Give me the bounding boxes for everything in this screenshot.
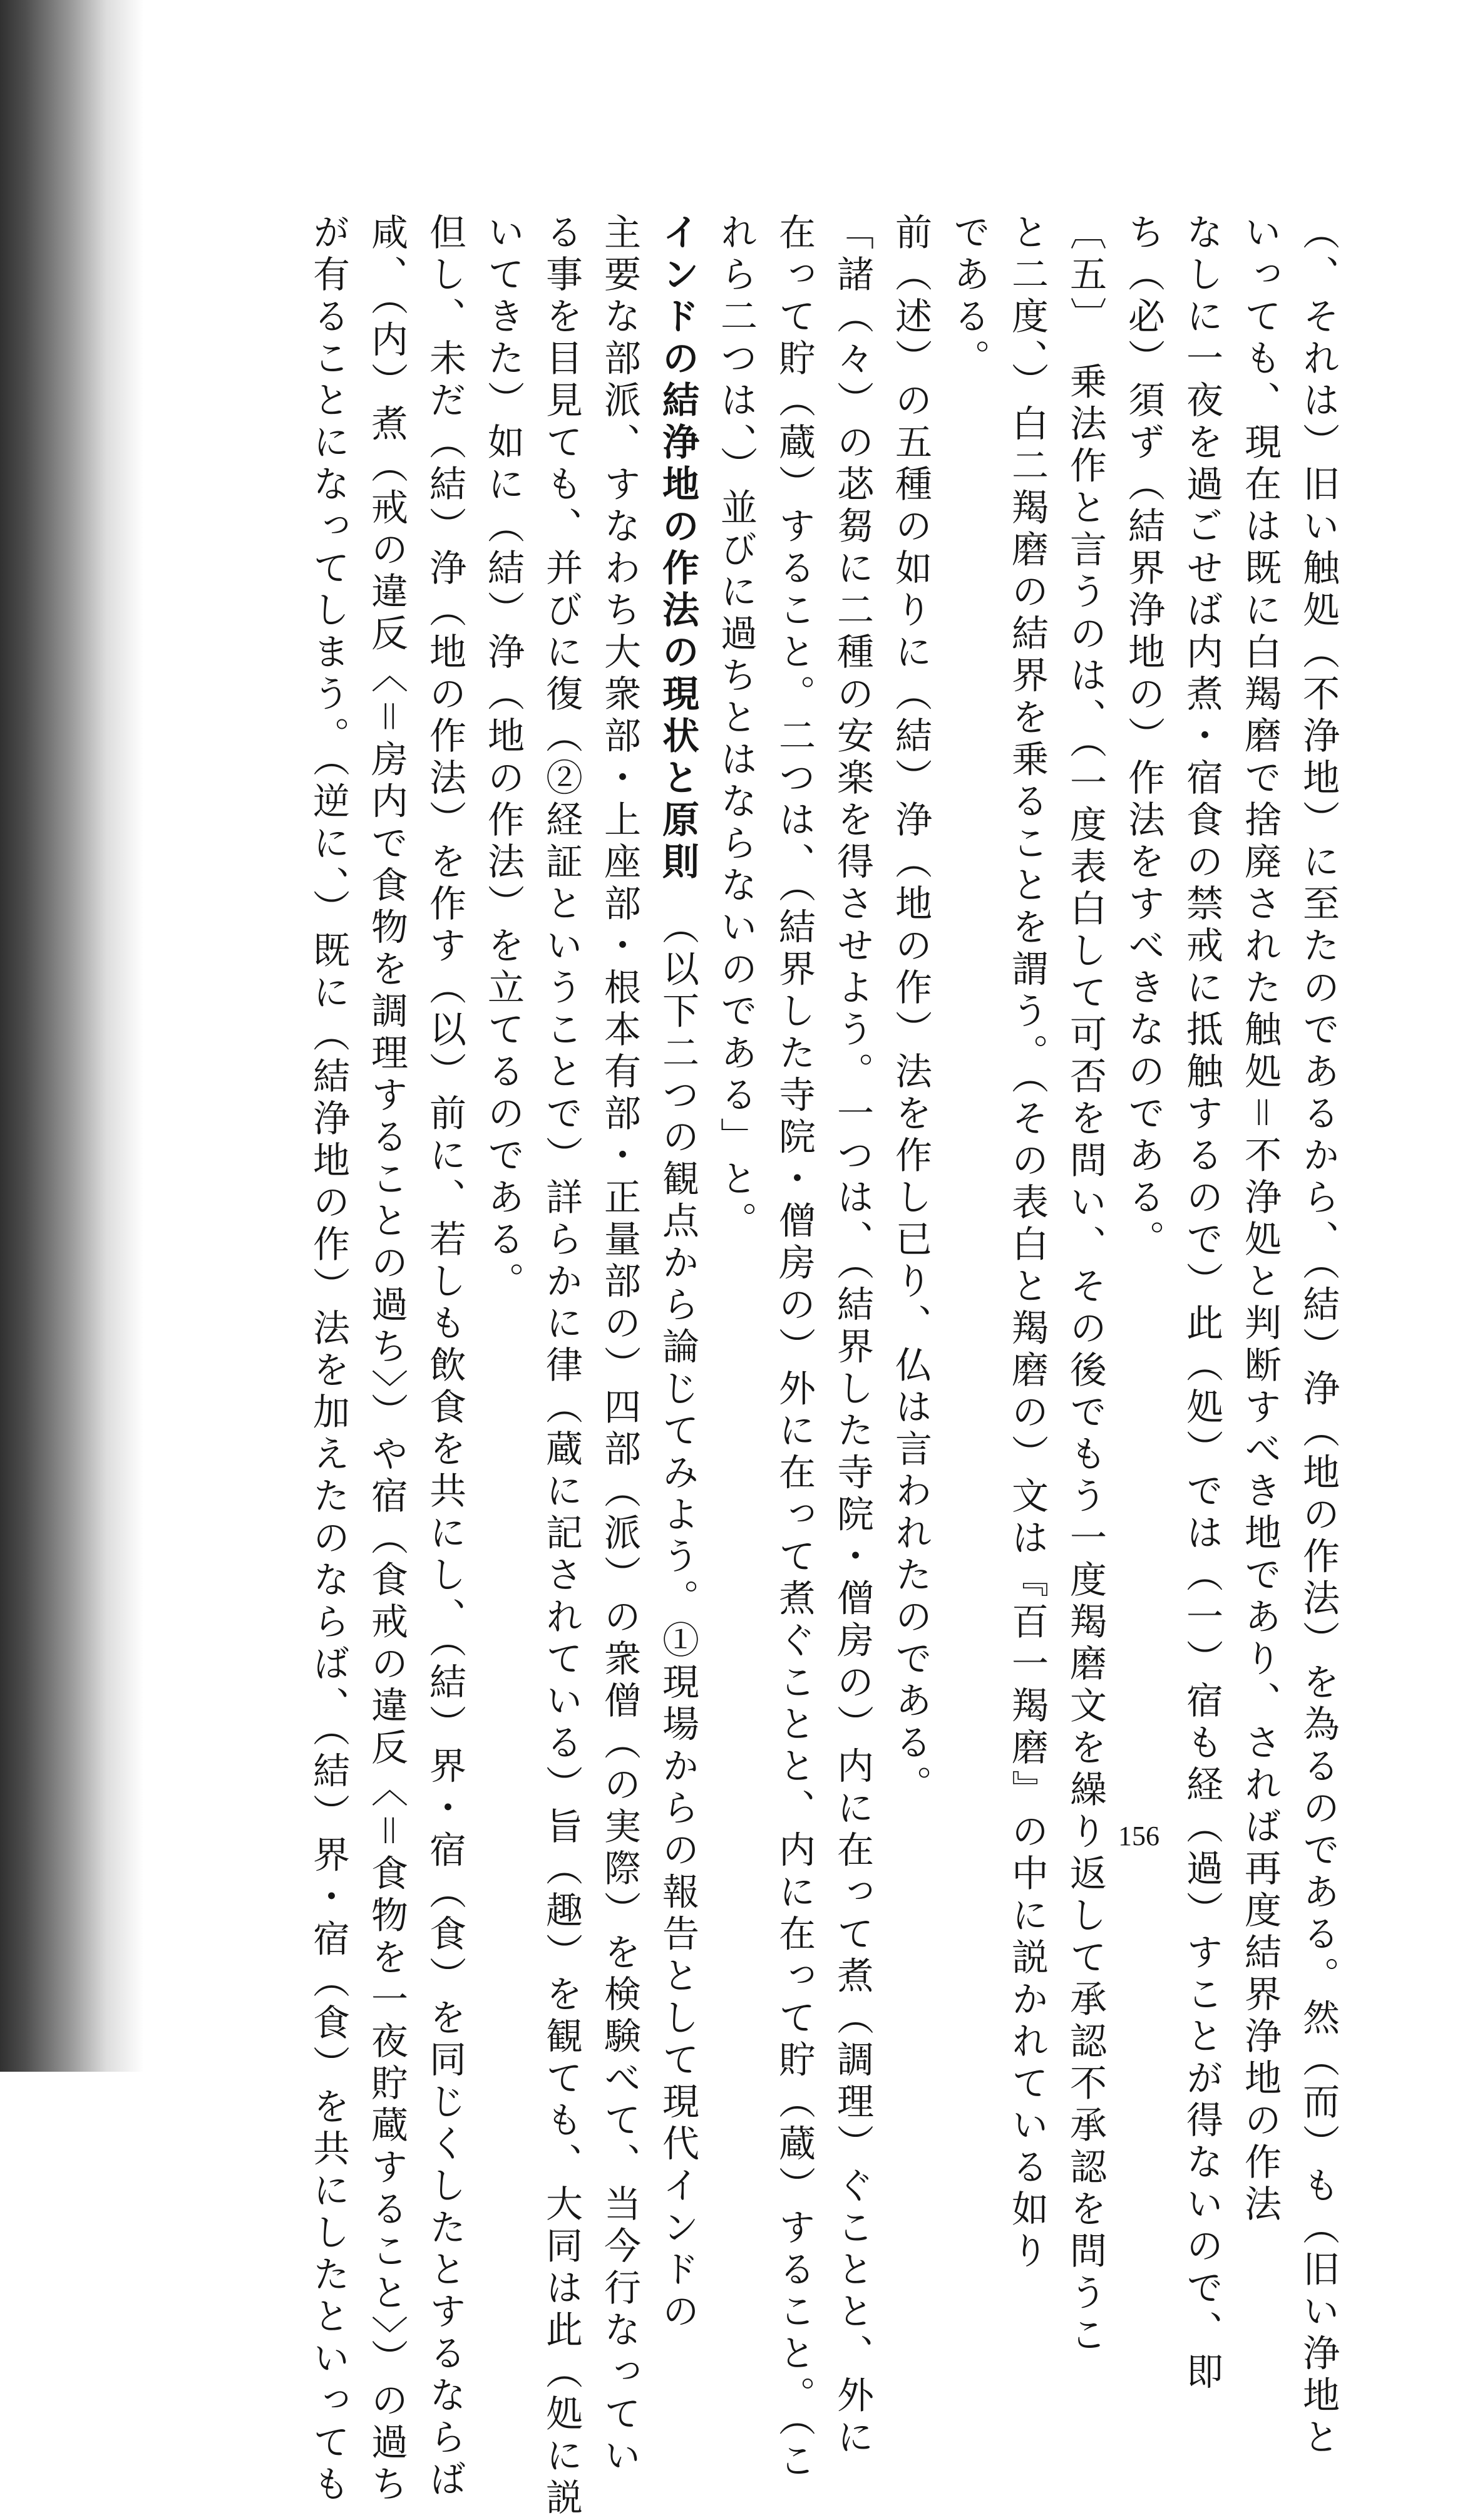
page-number: 156 [1118,1821,1159,1851]
text-column-1: （、それは）旧い触処（不浄地）に至たのであるから、（結）浄（地の作法）を為るのである。然（而）も（旧い浄地と [1297,213,1340,2460]
text-column-14: る事を目見ても、并びに復（②経証ということで）詳らかに律（蔵に記されている）旨（趣）を観ても、大同は此（処に説 [540,213,583,2520]
section-heading-column [656,213,699,2334]
text-column-3: なしに一夜を過ごせば内煮・宿食の禁戒に抵触するので）此（処）では（一）宿も経（過）すことが得ないので、即 [1180,213,1223,2394]
text-column-15: いてきた）如に（結）浄（地の作法）を立てるのである。 [481,213,525,1304]
vertical-text-block [213,213,1352,2520]
text-column-13: 主要な部派、すなわち大衆部・上座部・根本有部・正量部の）四部（派）の衆僧（の実際）を検験べて、当今行なってい [598,213,641,2478]
text-column-16: 但し、未だ（結）浄（地の作法）を作す（以）前に、若しも飲食を共にし、（結）界・宿（食）を同じくしたとするならば [423,213,466,2502]
text-column-18: が有ることになってしまう。（逆に、）既に（結浄地の作）法を加えたのならば、（結）界・宿（食）を共にしたといっても [307,213,350,2507]
text-column-12: （以下二つの観点から論じてみよう。①現場からの報告として現代インドの [656,884,699,2334]
text-column-8: 前（述）の五種の如りに（結）浄（地の作）法を作し已り、仏は言われたのである。 [889,213,932,1807]
text-column-6: と二度、）白二羯磨の結界を乗ることを謂う。（その表白と羯磨の）文は『百一羯磨』の中に説かれている如り [1005,213,1049,2273]
text-column-2: いっても、現在は既に白羯磨で捨廃された触処＝不浄処と判断すべき地であり、されば再度結界浄地の作法 [1238,213,1282,2226]
text-column-10: 在って貯（蔵）すること。二つは、（結界した寺院・僧房の）外に在って煮ぐことと、内に在って貯（蔵）すること。（こ [773,213,816,2483]
text-column-11: れら二つは、）並びに過ちとはならないのである」と。 [714,213,758,1243]
text-column-7: である。 [947,213,990,381]
text-column-5: 〔五〕 乗法作と言うのは、（一度表白して可否を問い、その後でもう一度羯磨文を繰り返して承認不承認を問うこ [1064,213,1107,2357]
scan-edge-shadow [0,0,144,2072]
section-heading: インドの結浄地の作法の現状と原則 [656,213,699,884]
text-column-9: 「諸（々）の苾芻に二種の安楽を得させよう。一つは、（結界した寺院・僧房の）内に在って煮（調理）ぐことと、外に [831,213,874,2460]
text-column-17: 咸、（内）煮（戒の違反〈＝房内で食物を調理することの過ち〉）や宿（食戒の違反〈＝食物を一夜貯蔵すること〉）の過ち [365,213,408,2507]
text-column-4: ち（必）須ず（結界浄地の）作法をすべきなのである。 [1122,213,1165,1262]
